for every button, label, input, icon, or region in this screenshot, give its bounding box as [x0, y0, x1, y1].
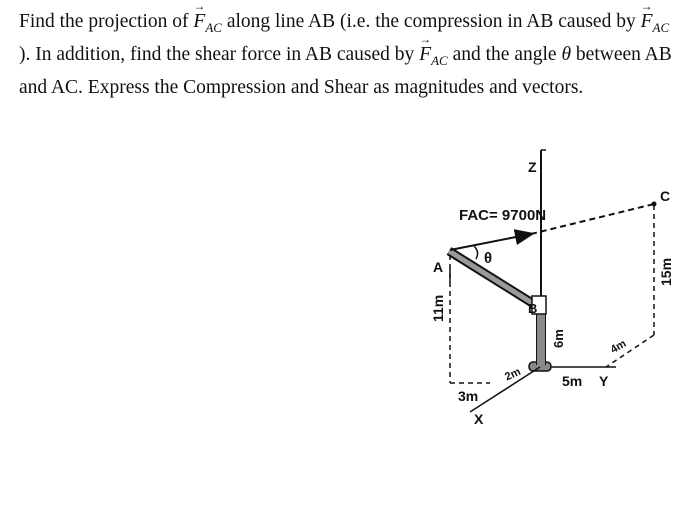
dim-11m-label: 11m [430, 294, 446, 322]
point-b-label: B [528, 301, 538, 316]
dim-15m-label: 15m [658, 257, 674, 286]
problem-text-4: and the angle [447, 43, 562, 65]
force-label: FAC= 9700N [459, 207, 547, 224]
member-ab-inner [449, 251, 537, 306]
vector-fac-1: → $F_{AC}$ [193, 8, 222, 41]
theta-symbol: θ [561, 43, 572, 65]
dim-5m-label: 5m [562, 373, 583, 389]
problem-text-1: Find the projection of [19, 11, 194, 32]
point-a-label: A [433, 259, 444, 275]
axis-z-label: Z [528, 159, 537, 175]
problem-text-2: along line AB (i.e. the compression in AB caused by [221, 11, 641, 32]
dim-2m-label: 2m [503, 365, 523, 384]
point-c-marker [652, 202, 657, 207]
dim-4m-label: 4m [608, 337, 629, 357]
vector-fac-3: → $F_{AC}$ [419, 41, 448, 74]
point-c-label: C [660, 188, 671, 204]
angle-label: θ [484, 250, 493, 267]
axis-y-label: Y [599, 373, 609, 389]
dim-6m-label: 6m [551, 329, 566, 348]
vector-fac-2: → $F_{AC}$ [641, 8, 670, 41]
problem-text-3: ). In addition, find the shear force in AB caused by [19, 43, 420, 65]
line-ac-dashed [531, 204, 654, 234]
problem-text-5: between AB and AC. Express the Compression and Shear as magnitudes and vectors. [19, 43, 672, 98]
axis-x-label: X [474, 411, 484, 427]
angle-arc [474, 246, 478, 259]
dim-3m-label: 3m [458, 388, 479, 404]
force-arrow [450, 234, 531, 250]
